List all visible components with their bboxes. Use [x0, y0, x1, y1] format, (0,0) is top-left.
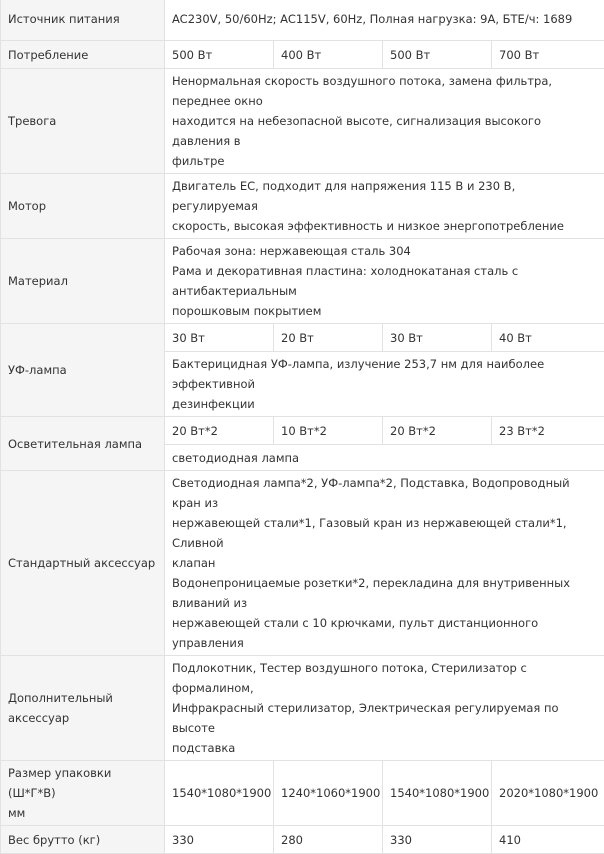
uv-lamp-description [165, 352, 604, 417]
table-cell: 40 Вт [492, 324, 604, 352]
table-cell: 1240*1060*1900 [274, 761, 383, 826]
text-line: Водонепроницаемые розетки*2, перекладина для внутривенных вливаний из [172, 573, 597, 613]
table-cell: 280 [274, 826, 383, 854]
row-label: Осветительная лампа [1, 417, 165, 471]
text-line: мм [8, 803, 157, 823]
text-line: дезинфекции [172, 394, 597, 414]
text-line: Дополнительный [8, 688, 157, 708]
row-label: Тревога [1, 69, 165, 174]
table-cell: 1540*1080*1900 [383, 761, 492, 826]
text-line: подставка [172, 738, 597, 758]
table-cell: 20 Вт*2 [383, 417, 492, 445]
text-line: порошковым покрытием [172, 301, 597, 321]
table-cell: 500 Вт [165, 41, 274, 69]
row-label: Потребление [1, 41, 165, 69]
row-consumption [1, 41, 604, 69]
row-optional-accessory [1, 656, 604, 761]
table-cell: 700 Вт [492, 41, 604, 69]
row-gross-weight [1, 826, 604, 854]
row-label: УФ-лампа [1, 324, 165, 417]
table-cell: 30 Вт [165, 324, 274, 352]
row-label: Источник питания [1, 0, 165, 41]
row-label [1, 761, 165, 826]
power-source-value: AC230V, 50/60Hz; AC115V, 60Hz, Полная нагрузка: 9A, БТЕ/ч: 1689 [165, 0, 604, 41]
row-label: Материал [1, 239, 165, 324]
table-cell: 330 [165, 826, 274, 854]
material-value [165, 239, 604, 324]
row-alarm [1, 69, 604, 174]
light-lamp-note: светодиодная лампа [165, 445, 604, 471]
row-light-lamp [1, 417, 604, 445]
row-package-size [1, 761, 604, 826]
table-cell: 20 Вт [274, 324, 383, 352]
text-line: Рама и декоративная пластина: холоднокатаная сталь с антибактериальным [172, 261, 597, 301]
row-standard-accessory [1, 471, 604, 656]
text-line: Светодиодная лампа*2, УФ-лампа*2, Подставка, Водопроводный кран из [172, 473, 597, 513]
table-cell: 410 [492, 826, 604, 854]
optional-accessory-value [165, 656, 604, 761]
text-line: Бактерицидная УФ-лампа, излучение 253,7 нм для наиболее эффективной [172, 354, 597, 394]
text-line: клапан [172, 553, 597, 573]
text-line: скорость, высокая эффективность и низкое энергопотребление [172, 216, 597, 236]
row-label: Вес брутто (кг) [1, 826, 165, 854]
text-line: Размер упаковки (Ш*Г*В) [8, 763, 157, 803]
text-line: Рабочая зона: нержавеющая сталь 304 [172, 241, 597, 261]
row-power-source [1, 0, 604, 41]
text-line: Двигатель ЕС, подходит для напряжения 115 В и 230 В, регулируемая [172, 176, 597, 216]
table-cell: 1540*1080*1900 [165, 761, 274, 826]
table-cell: 23 Вт*2 [492, 417, 604, 445]
row-uv-lamp [1, 324, 604, 352]
text-line: находится на небезопасной высоте, сигнализация высокого давления в [172, 111, 597, 151]
text-line: Ненормальная скорость воздушного потока, замена фильтра, переднее окно [172, 71, 597, 111]
table-cell: 500 Вт [383, 41, 492, 69]
text-line: нержавеющей стали с 10 крючками, пульт дистанционного управления [172, 613, 597, 653]
text-line: нержавеющей стали*1, Газовый кран из нержавеющей стали*1, Сливной [172, 513, 597, 553]
table-cell: 20 Вт*2 [165, 417, 274, 445]
row-label: Стандартный аксессуар [1, 471, 165, 656]
text-line: фильтре [172, 151, 597, 171]
text-line: аксессуар [8, 708, 157, 728]
standard-accessory-value [165, 471, 604, 656]
row-motor [1, 174, 604, 239]
row-material [1, 239, 604, 324]
table-cell: 400 Вт [274, 41, 383, 69]
motor-value [165, 174, 604, 239]
table-cell: 10 Вт*2 [274, 417, 383, 445]
row-label [1, 656, 165, 761]
text-line: Инфракрасный стерилизатор, Электрическая регулируемая по высоте [172, 698, 597, 738]
row-label: Мотор [1, 174, 165, 239]
table-cell: 330 [383, 826, 492, 854]
text-line: Подлокотник, Тестер воздушного потока, Стерилизатор с формалином, [172, 658, 597, 698]
table-cell: 30 Вт [383, 324, 492, 352]
alarm-value [165, 69, 604, 174]
table-cell: 2020*1080*1900 [492, 761, 604, 826]
